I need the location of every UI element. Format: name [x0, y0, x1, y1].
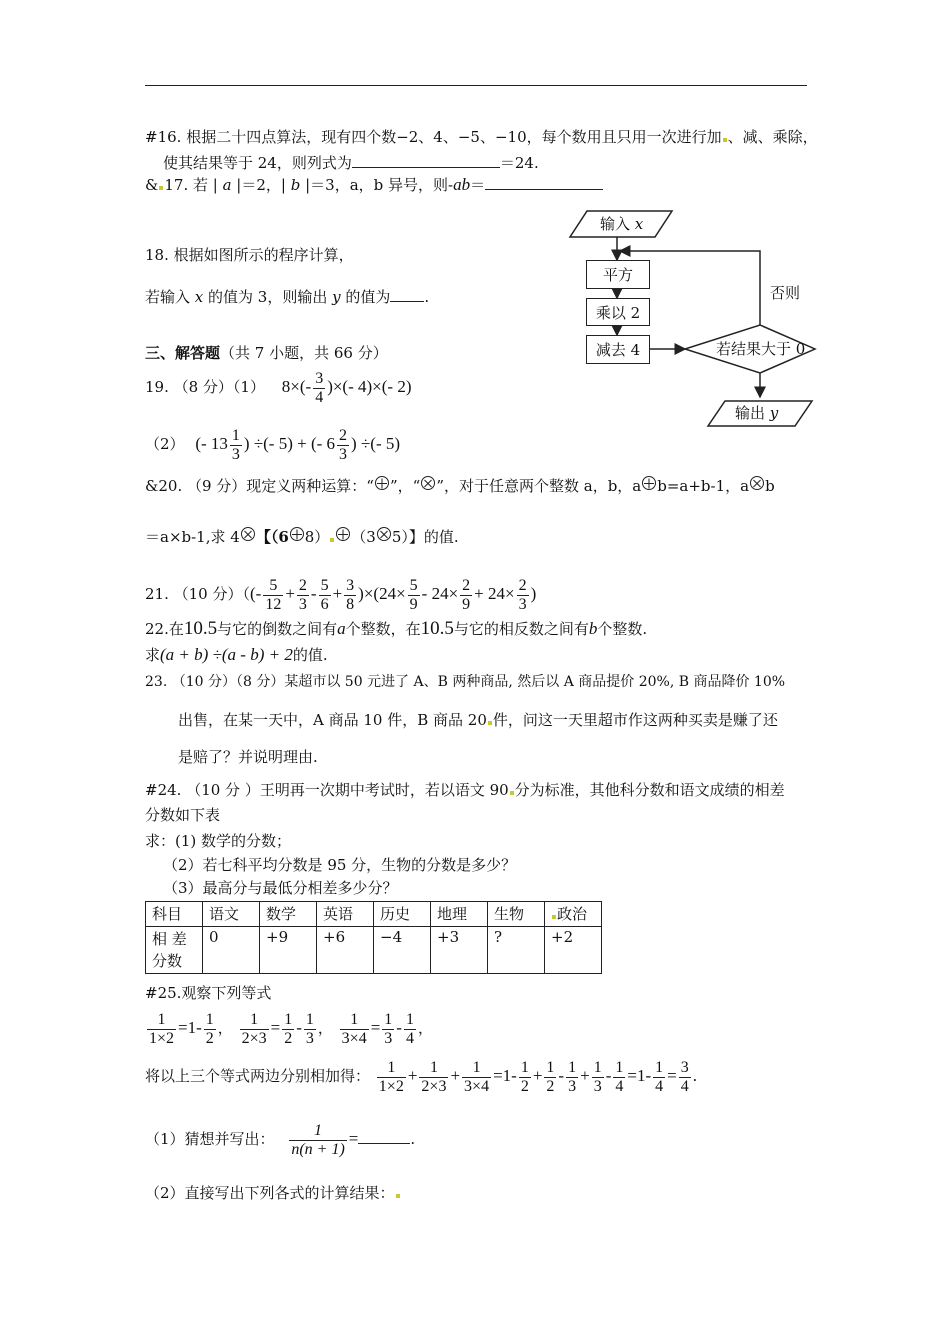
answer-blank[interactable]	[390, 287, 424, 302]
operator: +	[532, 1066, 543, 1085]
marker-dot	[552, 915, 556, 919]
table-header-cell: 历史	[374, 902, 431, 927]
table-header-row	[146, 902, 602, 927]
circled-plus-icon	[642, 476, 656, 490]
fraction: $\frac{3}{4}$	[680, 1058, 689, 1095]
circled-times-icon	[241, 527, 255, 541]
fraction: $\frac{5}{9}$	[409, 576, 418, 613]
q16-line2: 使其结果等于 24，则列式为 ＝24.	[163, 154, 539, 172]
table-header-cell: 英语	[317, 902, 374, 927]
table-cell: −4	[374, 927, 431, 974]
circled-plus-icon	[290, 527, 304, 541]
q19-part1: 19. （8 分）（1） 8×(- $\frac{3}{4}$ )×(- 4)×(- 2)	[145, 369, 412, 406]
fraction: $\frac{2}{9}$	[462, 576, 471, 613]
q19-part2: （2） (- 13 $\frac{1}{3}$ ) ÷(- 5) + (- 6 $\frac{2}{3}$ ) ÷(- 5)	[145, 426, 401, 463]
q18-line2: 若输入 x 的值为 3，则输出 y 的值为 .	[145, 288, 430, 306]
q24-line4: （2）若七科平均分数是 95 分，生物的分数是多少？	[163, 856, 517, 874]
operator: =1-	[493, 1066, 517, 1085]
marker-dot	[330, 538, 334, 542]
table-header-cell: 政治	[545, 902, 602, 927]
answer-blank[interactable]	[352, 153, 500, 168]
fraction: $\frac{1}{2}$	[205, 1010, 214, 1047]
q25-part2: （2）直接写出下列各式的计算结果：	[145, 1183, 401, 1203]
fraction: $\frac{1}{2\times 3}$	[241, 1010, 267, 1047]
flow-input-label: 输入 x	[600, 215, 644, 233]
marker-dot	[159, 186, 163, 190]
table-cell: +2	[545, 927, 602, 974]
fraction: $\frac{1}{1\times 2}$	[378, 1058, 404, 1095]
fraction: $\frac{1}{3}$	[568, 1058, 577, 1095]
marker-dot	[510, 791, 514, 795]
flow-condition-label: 若结果大于 0	[716, 340, 806, 358]
fraction: $\frac{1}{2}$	[284, 1010, 293, 1047]
operator: =	[667, 1066, 677, 1085]
fraction: $\frac{1}{4}$	[615, 1058, 624, 1095]
circled-times-icon	[421, 476, 435, 490]
fraction: $\frac{1}{1\times 2}$	[149, 1010, 175, 1047]
q23-line1: 23. （10 分）（8 分）某超市以 50 元进了 A、B 两种商品, 然后以 A 商品提价 20%, B 商品降价 10%	[145, 674, 786, 690]
q18-line1: 18. 根据如图所示的程序计算，	[145, 246, 354, 264]
score-table	[145, 901, 602, 974]
answer-blank[interactable]	[358, 1129, 410, 1144]
q25-title: #25.观察下列等式	[145, 984, 272, 1002]
marker-dot	[396, 1194, 400, 1198]
table-row-label: 相 差 分数	[146, 927, 203, 974]
table-header-cell: 数学	[260, 902, 317, 927]
flow-square-box: 平方	[586, 260, 650, 289]
fraction: $\frac{1}{3\times 4}$	[341, 1010, 367, 1047]
fraction: $\frac{1}{3}$	[593, 1058, 602, 1095]
q24-line2: 分数如下表	[145, 806, 221, 824]
table-cell: +9	[260, 927, 317, 974]
q22-line1: 22.在10.5与它的倒数之间有a个整数，在10.5与它的相反数之间有b个整数.	[145, 618, 648, 639]
q24-line1: #24. （10 分 ）王明再一次期中考试时，若以语文 90 分为标准，其他科分数和语文成绩的相差	[145, 781, 785, 799]
fraction: $\frac{2}{3}$	[518, 576, 527, 613]
flow-multiply-box: 乘以 2	[586, 298, 650, 326]
table-header-cell: 科目	[146, 902, 203, 927]
fraction: $\frac{1}{4}$	[405, 1010, 414, 1047]
fraction: $\frac{5}{12}$	[265, 576, 282, 613]
table-row	[146, 927, 602, 974]
fraction: $\frac{1}{2}$	[520, 1058, 529, 1095]
q21-line: 21. （10 分）（(- $\frac{5}{12}$ + $\frac{2}{3}$ - $\frac{5}{6}$ + $\frac{3}{8}$ )×(24× $\frac{5}{9}$ - 24× $\frac{2}{9}$ + 24× $\frac{2}{3}$ )	[145, 576, 537, 613]
answer-blank[interactable]	[485, 175, 603, 190]
q25-part1: （1）猜想并写出： $\frac{1}{n(n + 1)}$ = .	[145, 1121, 416, 1158]
table-cell: ?	[488, 927, 545, 974]
flow-subtract-box: 减去 4	[586, 335, 650, 364]
q22-line2: 求(a + b) ÷(a - b) + 2的值.	[145, 645, 328, 664]
circled-times-icon	[377, 527, 391, 541]
fraction: $\frac{1}{3\times 4}$	[464, 1058, 490, 1095]
fraction: $\frac{1}{3}$	[384, 1010, 393, 1047]
operator: .	[692, 1066, 697, 1085]
table-header-cell: 生物	[488, 902, 545, 927]
operator: -	[558, 1066, 565, 1085]
q24-line5: （3）最高分与最低分相差多少分？	[163, 879, 398, 897]
flow-else-label: 否则	[770, 284, 801, 302]
operator: -	[605, 1066, 612, 1085]
q25-equations: $\frac{1}{1\times 2}$ =1- $\frac{1}{2}$ ， $\frac{1}{2\times 3}$ = $\frac{1}{2}$ - $\frac{1}{3}$ ， $\frac{1}{3\times 4}$ = $\frac{1}{3}$ - $\frac{1}{4}$ ，	[149, 1010, 433, 1047]
fraction: $\frac{5}{6}$	[320, 576, 329, 613]
fraction: $\frac{2}{3}$	[339, 426, 348, 463]
table-cell: +3	[431, 927, 488, 974]
fraction: $\frac{3}{8}$	[346, 576, 355, 613]
q25-sum-line: 将以上三个等式两边分别相加得： $\frac{1}{1\times 2}$ + $\frac{1}{2\times 3}$ + $\frac{1}{3\times 4}$ =1- $\frac{1}{2}$ + $\frac{1}{2}$ - $\frac{1}{3}$ + $\frac{1}{3}$ - $\frac{1}{4}$ =1- $\frac{1}{4}$ = $\frac{3}{4}$ .	[145, 1058, 697, 1095]
fraction: $\frac{2}{3}$	[298, 576, 307, 613]
q23-line2: 出售，在某一天中，A 商品 10 件，B 商品 20 件，问这一天里超市作这两种买卖是赚了还	[178, 711, 778, 729]
operator: =1-	[627, 1066, 652, 1085]
operator: +	[450, 1066, 461, 1085]
fraction: $\frac{3}{4}$	[315, 369, 324, 406]
fraction: $\frac{1}{3}$	[305, 1010, 314, 1047]
circled-plus-icon	[375, 476, 389, 490]
table-header-cell: 语文	[203, 902, 260, 927]
q20-line1: &20. （9 分）现定义两种运算：“ ”，“ ”，对于任意两个整数 a，b，a b=a+b-1，a b	[145, 477, 775, 495]
section3-heading: 三、解答题（共 7 小题，共 66 分）	[145, 344, 388, 362]
q17-line: & 17. 若 | a |＝2，| b |＝3，a，b 异号，则-ab＝	[145, 175, 603, 195]
operator: +	[580, 1066, 590, 1085]
circled-plus-icon	[336, 527, 350, 541]
top-rule	[145, 85, 807, 86]
q23-line3: 是赔了？并说明理由.	[178, 748, 318, 766]
fraction: $\frac{1}{n(n + 1)}$	[291, 1121, 345, 1158]
q16-line1: #16. 根据二十四点算法，现有四个数−2、4、−5、−10，每个数用且只用一次进行加 、减、乘除，	[145, 128, 818, 146]
table-cell: +6	[317, 927, 374, 974]
fraction: $\frac{1}{3}$	[231, 426, 240, 463]
flow-output-label: 输出 y	[735, 404, 779, 422]
table-cell: 0	[203, 927, 260, 974]
operator: +	[407, 1066, 418, 1085]
marker-dot	[488, 721, 492, 725]
q24-line3: 求：(1) 数学的分数；	[145, 832, 292, 850]
table-header-cell: 地理	[431, 902, 488, 927]
circled-times-icon	[750, 476, 764, 490]
fraction: $\frac{1}{4}$	[655, 1058, 664, 1095]
marker-dot	[723, 138, 727, 142]
fraction: $\frac{1}{2}$	[546, 1058, 555, 1095]
q20-line2: ＝a×b-1,求 4 【（6 8） （3 5）】的值.	[145, 528, 459, 546]
fraction: $\frac{1}{2\times 3}$	[421, 1058, 447, 1095]
